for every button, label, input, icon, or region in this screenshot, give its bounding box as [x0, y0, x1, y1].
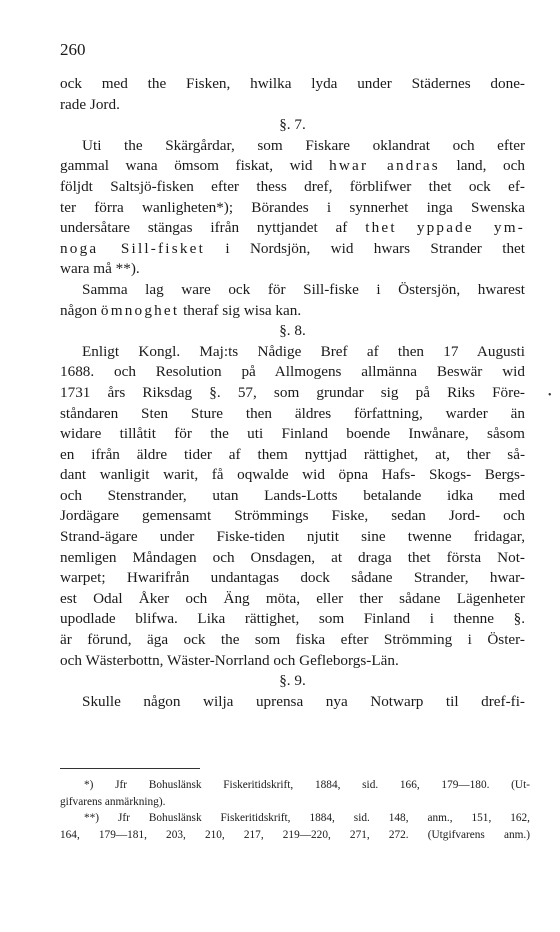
text-line: widare tillåtit för the uti Finland boende Inwånare, såsom: [60, 425, 525, 443]
text-line: Enligt Kongl. Maj:ts Nådige Bref af then 17 Augusti: [82, 342, 525, 360]
text-line: ter förra wanligheten*); Börandes i synnerhet inga Swenska: [60, 198, 525, 216]
text-line: och Stenstrander, utan Lands-Lotts betalande idka med: [60, 486, 525, 504]
text-line: Uti the Skärgårdar, som Fiskare oklandrat och efter: [82, 136, 525, 154]
text-line: wara må **).: [60, 260, 140, 278]
text-line: Skulle någon wilja uprensa nya Notwarp til dref-fi-: [82, 692, 525, 710]
section-heading: §. 9.: [279, 672, 306, 690]
text-line: undersåtare stängas ifrån nyttjandet af thet yppade ym-: [60, 219, 525, 237]
text-line: dant wanligit warit, få oqwalde wid öpna Hafs- Skogs- Bergs-: [60, 466, 525, 484]
text-line: noga Sill-fisket i Nordsjön, wid hwars Strander thet: [60, 239, 525, 257]
footnote-line: gifvarens anmärkning).: [60, 795, 166, 808]
body-text: [60, 74, 525, 712]
text-line: est Odal Åker och Äng möta, eller ther sådane Lägenheter: [60, 589, 525, 607]
text-line: Samma lag ware ock för Sill-fiske i Östersjön, hwarest: [82, 280, 525, 298]
text-line: är förund, äga ock the som fiska efter Strömming i Öster-: [60, 631, 525, 649]
footnote-divider: [60, 768, 200, 769]
text-line: 1688. och Resolution på Allmogens allmänna Beswär wid: [60, 363, 525, 381]
text-line: och Wästerbottn, Wäster-Norrland och Gefleborgs-Län.: [60, 651, 399, 669]
text-line: ståndaren Sten Sture then äldres författning, warder än: [60, 404, 525, 422]
text-line: gammal wana ömsom fiskat, wid hwar andras land, och: [60, 157, 525, 175]
margin-dot: •: [548, 390, 552, 401]
text-line: en ifrån äldre tider af them nyttjad rättighet, at, ther så-: [60, 445, 525, 463]
footnote-line: 164, 179—181, 203, 210, 217, 219—220, 271, 272. (Utgifvarens anm.): [60, 828, 530, 841]
text-line: nemligen Måndagen och Onsdagen, at draga thet första Not-: [60, 548, 525, 566]
page-number: 260: [60, 40, 86, 59]
section-heading: §. 7.: [279, 116, 306, 134]
text-line: 1731 års Riksdag §. 57, som grundar sig på Riks Före-: [60, 383, 525, 401]
text-line: upodlade blifwa. Lika rättighet, som Finland i thenne §.: [60, 610, 525, 628]
text-line: någon ömnoghet theraf sig wisa kan.: [60, 301, 302, 319]
text-line: Strand-ägare under Fiske-tiden njutit sine twenne fridagar,: [60, 528, 525, 546]
text-line: ock med the Fisken, hwilka lyda under Städernes done-: [60, 75, 525, 92]
text-line: Jordägare gemensamt Strömmings Fiske, sedan Jord- och: [60, 507, 525, 525]
section-heading: §. 8.: [279, 322, 306, 340]
footnote-line: *) Jfr Bohuslänsk Fiskeritidskrift, 1884, sid. 166, 179—180. (Ut-: [84, 779, 530, 791]
text-line: warpet; Hwarifrån undantagas dock sådane Strander, hwar-: [60, 569, 525, 587]
footnotes: [60, 777, 530, 843]
text-line: rade Jord.: [60, 95, 120, 113]
footnote-line: **) Jfr Bohuslänsk Fiskeritidskrift, 1884, sid. 148, anm., 151, 162,: [84, 812, 530, 824]
text-line: följdt Saltsjö-fisken efter thess dref, förblifwer thet ock ef-: [60, 177, 525, 195]
